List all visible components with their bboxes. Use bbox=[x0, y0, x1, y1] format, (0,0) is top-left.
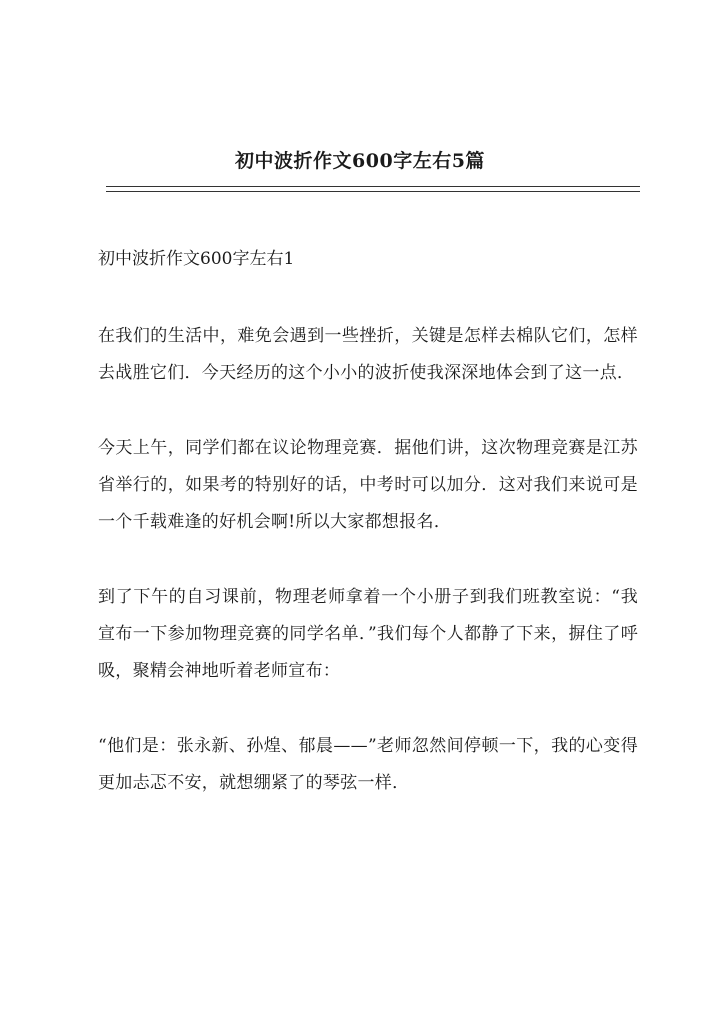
title-divider bbox=[106, 186, 640, 187]
document-title: 初中波折作文600字左右5篇 bbox=[235, 150, 485, 172]
paragraph: 今天上午，同学们都在议论物理竞赛．据他们讲，这次物理竞赛是江苏省举行的，如果考的特别好的话，中考时可以加分．这对我们来说可是一个千载难逢的好机会啊!所以大家都想报名． bbox=[98, 438, 638, 532]
paragraph: 到了下午的自习课前，物理老师拿着一个小册子到我们班教室说：“我宣布一下参加物理竞赛的同学名单．”我们每个人都静了下来，摒住了呼吸，聚精会神地听着老师宣布： bbox=[98, 587, 638, 681]
document-body bbox=[98, 243, 638, 840]
title-divider-secondary bbox=[106, 191, 640, 192]
paragraph: “他们是：张永新、孙煌、郁晨——”老师忽然间停顿一下，我的心变得更加忐忑不安，就想绷紧了的琴弦一样． bbox=[98, 736, 638, 793]
paragraph: 在我们的生活中，难免会遇到一些挫折，关键是怎样去棉队它们，怎样去战胜它们．今天经历的这个小小的波折使我深深地体会到了这一点． bbox=[98, 326, 638, 383]
section-heading: 初中波折作文600字左右1 bbox=[98, 249, 295, 269]
